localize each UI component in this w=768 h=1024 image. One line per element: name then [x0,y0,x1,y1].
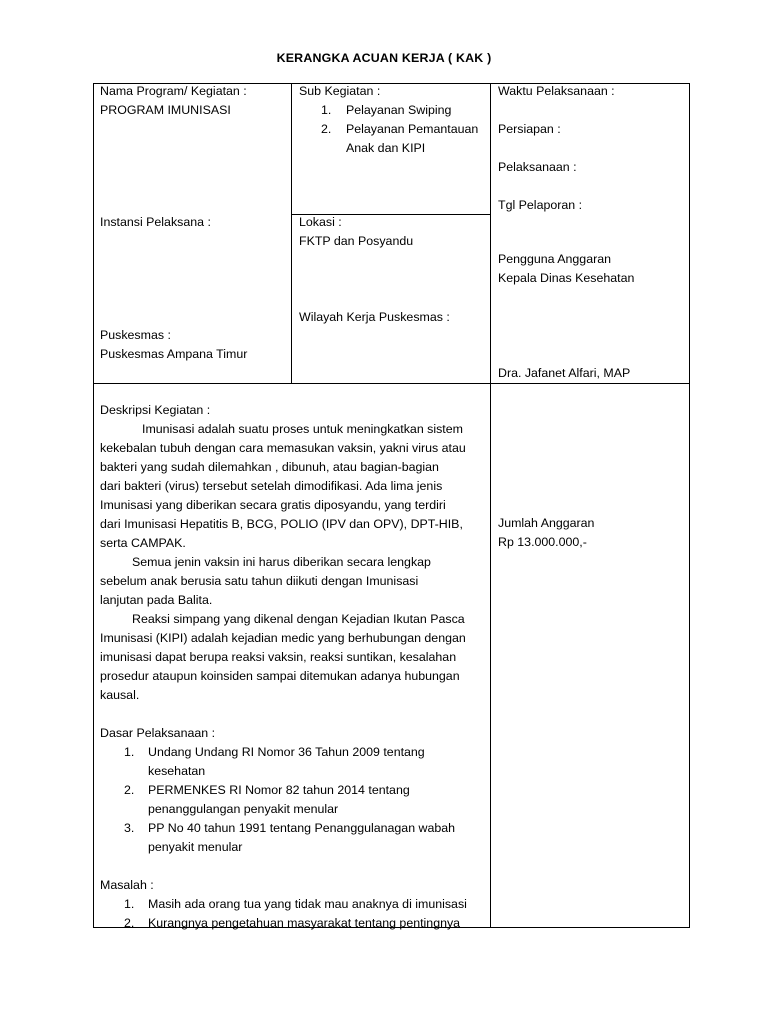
pengguna-anggaran-block [498,250,634,288]
puskesmas-block [100,326,247,364]
program-label: Nama Program/ Kegiatan : [100,84,247,98]
waktu-cell [498,82,615,215]
anggaran-label: Jumlah Anggaran [498,516,595,530]
list-item: 2. Pelayanan Pemantauan Anak dan KIPI [321,122,479,155]
program-value: PROGRAM IMUNISASI [100,103,231,117]
dasar-list [124,743,467,857]
pelaksanaan-label: Pelaksanaan : [498,160,577,174]
deskripsi-paragraph-3: Reaksi simpang yang dikenal dengan Kejadian Ikutan Pasca Imunisasi (KIPI) adalah kejadian medic yang berhubungan dengan imunisasi dapat berupa reaksi vaksin, reaksi suntikan, kesalahan prosedur ataupun koinsiden sampai ditemukan adanya hubungan kausal. [100,612,466,702]
pengguna-line2: Kepala Dinas Kesehatan [498,271,635,285]
deskripsi-paragraph-2: Semua jenin vaksin ini harus diberikan secara lengkap sebelum anak berusia satu tahun diikuti dengan Imunisasi lanjutan pada Balita. [100,555,431,607]
sub-kegiatan-label: Sub Kegiatan : [299,84,381,98]
lokasi-label: Lokasi : [299,215,342,229]
masalah-label: Masalah : [100,878,154,892]
anggaran-value: Rp 13.000.000,- [498,535,587,549]
list-item: 2. Kurangnya pengetahuan masyarakat tentang pentingnya [124,916,461,930]
puskesmas-label: Puskesmas : [100,328,171,342]
lokasi-block [299,213,413,251]
deskripsi-label: Deskripsi Kegiatan : [100,403,211,417]
list-item: 1. Undang Undang RI Nomor 36 Tahun 2009 tentang kesehatan [124,745,425,778]
sub-kegiatan-cell [299,82,478,158]
list-item: 2. PERMENKES RI Nomor 82 tahun 2014 tentang penanggulangan penyakit menular [124,783,410,816]
pengguna-line1: Pengguna Anggaran [498,252,611,266]
tgl-pelaporan-label: Tgl Pelaporan : [498,198,583,212]
list-item: 3. PP No 40 tahun 1991 tentang Penanggulanagan wabah penyakit menular [124,821,456,854]
list-item: 1. Masih ada orang tua yang tidak mau anaknya di imunisasi [124,897,467,911]
dasar-label: Dasar Pelaksanaan : [100,726,216,740]
pengguna-name: Dra. Jafanet Alfari, MAP [498,366,631,380]
wilayah-label: Wilayah Kerja Puskesmas : [299,310,450,324]
deskripsi-cell [100,401,467,933]
instansi-label: Instansi Pelaksana : [100,215,211,229]
waktu-label: Waktu Pelaksanaan : [498,84,615,98]
anggaran-block [498,514,594,552]
deskripsi-paragraph-1: Imunisasi adalah suatu proses untuk meningkatkan sistem kekebalan tubuh dengan cara memasukan vaksin, yakni virus atau bakteri yang sudah dilemahkan , dibunuh, atau bagian-bagian dari bakteri (virus) tersebut setelah dimodifikasi. Ada lima jenis Imunisasi yang diberikan secara gratis diposyandu, yang terdiri dari Imunisasi Hepatitis B, BCG, POLIO (IPV dan OPV), DPT-HIB, serta CAMPAK. [100,422,466,550]
list-item: 1. Pelayanan Swiping [321,103,452,117]
masalah-list [124,895,467,933]
persiapan-label: Persiapan : [498,122,561,136]
program-cell [100,82,247,120]
puskesmas-value: Puskesmas Ampana Timur [100,347,248,361]
sub-kegiatan-list [321,101,478,158]
document-title: KERANGKA ACUAN KERJA ( KAK ) [276,51,492,65]
lokasi-value: FKTP dan Posyandu [299,234,414,248]
